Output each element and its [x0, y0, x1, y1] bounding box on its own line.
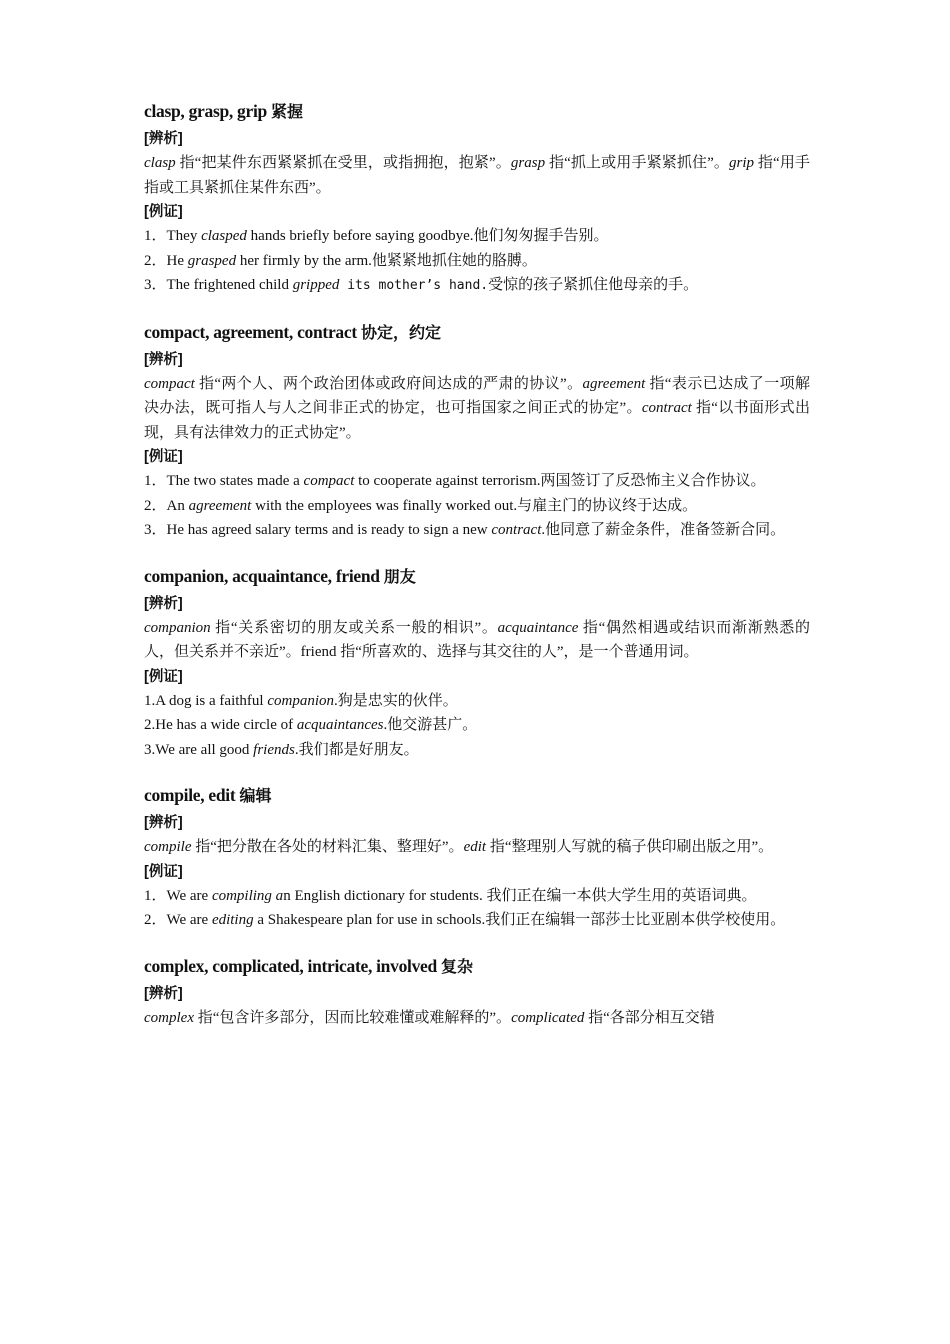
entry-headword — [144, 98, 810, 125]
dictionary-entry — [144, 782, 810, 933]
headword-chinese: 复杂 — [441, 956, 474, 976]
text-run: 指“表示已达成了一项解决办法，既可指人与人之间非正式的协定，也可指国家之间正式的协定”。 — [144, 375, 810, 416]
text-run: to cooperate against terrorism.两国签订了反恐怖主义合作协议。 — [354, 473, 766, 489]
text-run: 指“两个人、两个政治团体或政府间达成的严肃的协议”。 — [194, 375, 583, 392]
example-sentence — [144, 884, 810, 909]
text-run: 3．The frightened child — [144, 277, 293, 293]
text-run: clasp — [144, 155, 176, 171]
analysis-text — [144, 151, 810, 200]
text-run: with the employees was finally worked out.与雇主门的协议终于达成。 — [251, 497, 698, 514]
text-run: .他交游甚广。 — [383, 717, 478, 733]
text-run: 2．He — [144, 252, 188, 269]
text-run: gripped — [292, 277, 340, 293]
headword-english: complex, complicated, intricate, involved — [144, 955, 437, 976]
examples-label: [例证] — [144, 204, 183, 220]
text-run: 2．We are — [144, 912, 212, 928]
text-run: 1．The two states made a — [144, 473, 304, 489]
text-run: n English dictionary for students. 我们正在编一本供大学生用的英语词典。 — [283, 887, 757, 904]
text-run: clasped — [201, 228, 247, 244]
text-run: edit — [463, 839, 487, 855]
text-run: 指“把某件东西紧紧抓在受里，或指拥抱，抱紧”。 — [175, 155, 511, 171]
text-run: .我们都是好朋友。 — [294, 741, 419, 758]
text-run: agreement — [582, 375, 646, 392]
text-run: 2.He has a wide circle of — [144, 717, 297, 733]
analysis-label: [辨析] — [144, 815, 183, 831]
text-run: 指“关系密切的朋友或关系一般的相识”。 — [210, 619, 498, 636]
text-run: a Shakespeare plan for use in schools.我们正在编辑一部莎士比亚剧本供学校使用。 — [253, 912, 786, 928]
text-run: 受惊的孩子紧抓住他母亲的手。 — [488, 277, 699, 293]
example-sentence — [144, 738, 810, 763]
text-run: grasp — [510, 155, 546, 171]
analysis-label: [辨析] — [144, 131, 183, 147]
text-run: contract — [491, 522, 542, 538]
text-run: grasped — [187, 252, 237, 269]
example-sentence — [144, 689, 810, 714]
text-run: acquaintances — [296, 717, 384, 733]
text-run: 指“整理别人写就的稿子供印刷出版之用”。 — [486, 839, 774, 855]
text-run: 指“抓上或用手紧紧抓住”。 — [545, 155, 730, 171]
dictionary-entry — [144, 563, 810, 763]
headword-english: companion, acquaintance, friend — [144, 565, 380, 586]
text-run: companion — [267, 692, 334, 709]
text-run: compiling a — [211, 887, 284, 904]
text-run: complicated — [511, 1009, 585, 1026]
examples-label: [例证] — [144, 449, 183, 465]
text-run: 1.A dog is a faithful — [144, 692, 268, 709]
text-run: complex — [144, 1009, 194, 1026]
headword-english: compact, agreement, contract — [144, 321, 357, 342]
entry-headword — [144, 782, 810, 809]
text-run: her firmly by the arm.他紧紧地抓住她的胳膊。 — [236, 252, 537, 269]
headword-chinese: 编辑 — [239, 786, 272, 805]
examples-label: [例证] — [144, 668, 183, 685]
dictionary-entry — [144, 953, 810, 1031]
text-run: compact — [303, 473, 355, 489]
text-run: editing — [211, 912, 254, 928]
entry-headword — [144, 319, 810, 346]
headword-chinese: 紧握 — [271, 102, 304, 121]
headword-chinese: 协定，约定 — [360, 322, 441, 342]
entry-headword — [144, 953, 810, 980]
headword-english: clasp, grasp, grip — [144, 101, 267, 121]
text-run: 指“各部分相互交错 — [584, 1009, 715, 1026]
example-sentence — [144, 249, 810, 274]
text-run: compact — [144, 375, 195, 392]
text-run: 3.We are all good — [144, 741, 254, 758]
example-sentence — [144, 908, 810, 933]
headword-english: compile, edit — [144, 785, 236, 805]
text-run: its mother’s hand. — [339, 278, 489, 293]
text-run: 指“以书面形式出现，具有法律效力的正式协定”。 — [144, 400, 810, 441]
example-sentence — [144, 224, 810, 249]
analysis-label: [辨析] — [144, 595, 183, 612]
text-run: 1．We are — [144, 887, 212, 904]
entry-headword — [144, 563, 810, 590]
text-run: 1．They — [144, 228, 202, 244]
analysis-label: [辨析] — [144, 985, 183, 1002]
text-run: compile — [144, 839, 192, 855]
text-run: 3．He has agreed salary terms and is ready to sign a new — [144, 522, 492, 538]
dictionary-entry — [144, 319, 810, 543]
text-run: friends — [253, 741, 295, 758]
analysis-text — [144, 372, 810, 446]
example-sentence — [144, 713, 810, 738]
text-run: .他同意了薪金条件，准备签新合同。 — [541, 522, 786, 538]
text-run: 指“偶然相遇或结识而渐渐熟悉的人，但关系并不亲近”。friend 指“所喜欢的、选择与其交往的人”，是一个普通用词。 — [144, 619, 810, 660]
examples-label: [例证] — [144, 863, 183, 880]
example-sentence — [144, 469, 810, 494]
text-run: contract — [641, 400, 692, 416]
analysis-text — [144, 1006, 810, 1031]
text-run: 2．An — [144, 497, 189, 514]
headword-chinese: 朋友 — [383, 566, 416, 586]
text-run: agreement — [188, 497, 252, 514]
document-page — [144, 98, 810, 1030]
text-run: grip — [729, 155, 755, 171]
text-run: companion — [144, 619, 211, 636]
text-run: 指“用手指或工具紧抓住某件东西”。 — [144, 155, 810, 196]
example-sentence — [144, 273, 810, 299]
dictionary-entry — [144, 98, 810, 299]
analysis-text — [144, 616, 810, 665]
text-run: .狗是忠实的伙伴。 — [334, 692, 458, 709]
text-run: acquaintance — [497, 619, 579, 636]
example-sentence — [144, 518, 810, 543]
text-run: 指“把分散在各处的材料汇集、整理好”。 — [191, 839, 464, 855]
text-run: 指“包含许多部分，因而比较难懂或难解释的”。 — [193, 1009, 512, 1026]
example-sentence — [144, 494, 810, 519]
text-run: hands briefly before saying goodbye.他们匆匆握手告别。 — [246, 228, 609, 244]
analysis-label: [辨析] — [144, 351, 183, 368]
analysis-text — [144, 835, 810, 860]
